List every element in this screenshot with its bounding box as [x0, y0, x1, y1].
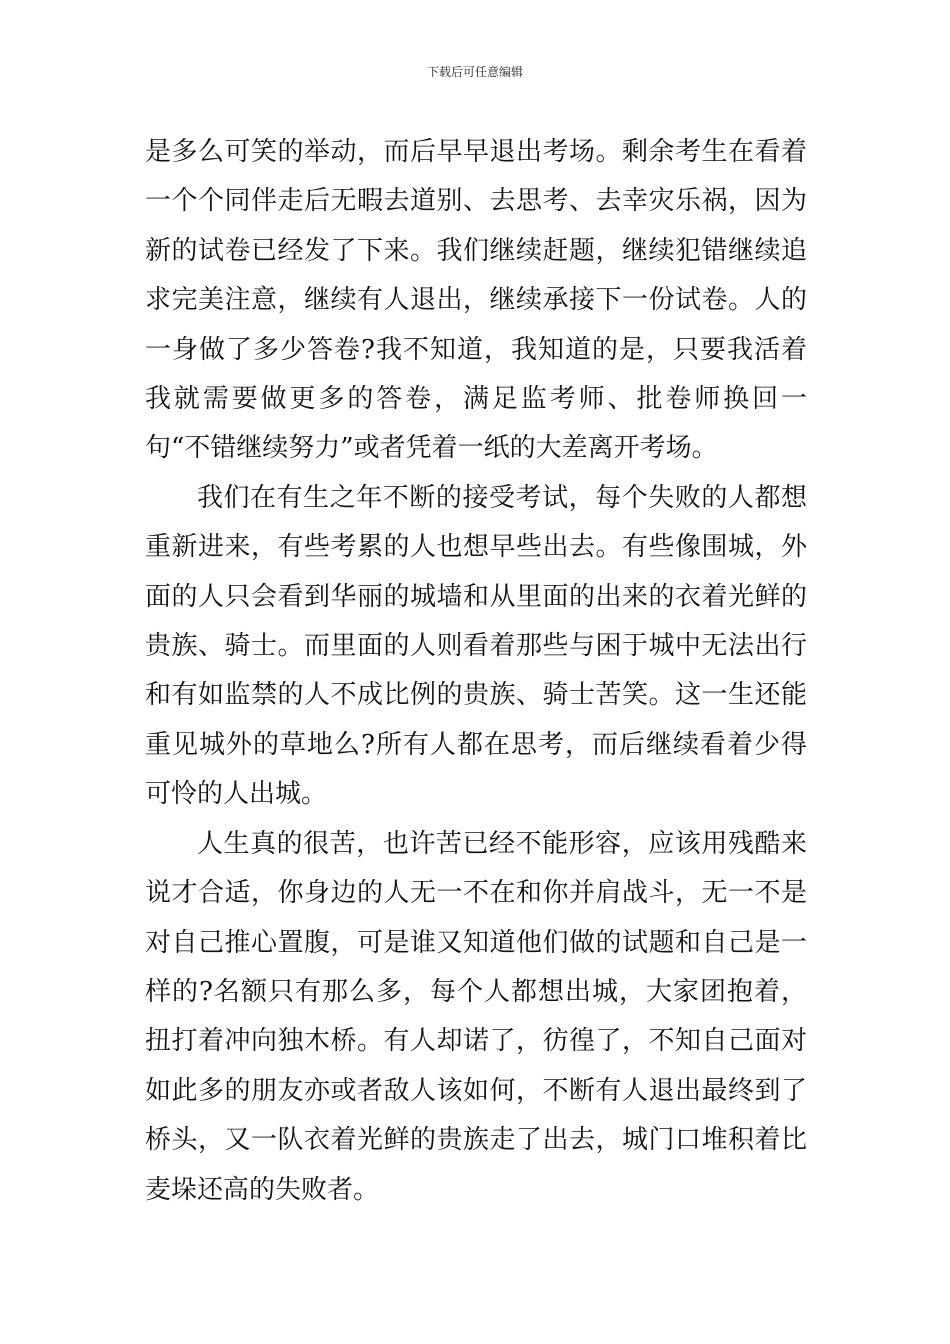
document-body [145, 128, 807, 1215]
paragraph-exam-siege: 我们在有生之年不断的接受考试，每个失败的人都想重新进来，有些考累的人也想早些出去。有些像围城，外面的人只会看到华丽的城墙和从里面的出来的衣着光鲜的贵族、骑士。而里面的人则看着那些与困于城中无法出行和有如监禁的人不成比例的贵族、骑士苦笑。这一生还能重见城外的草地么?所有人都在思考，而后继续看着少得可怜的人出城。 [145, 482, 807, 810]
paragraph-continued: 是多么可笑的举动，而后早早退出考场。剩余考生在看着一个个同伴走后无暇去道别、去思考、去幸灾乐祸，因为新的试卷已经发了下来。我们继续赶题，继续犯错继续追求完美注意，继续有人退出，继续承接下一份试卷。人的一身做了多少答卷?我不知道，我知道的是，只要我活着我就需要做更多的答卷，满足监考师、批卷师换回一句“不错继续努力”或者凭着一纸的大差离开考场。 [145, 137, 807, 464]
paragraph-life-hardship: 人生真的很苦，也许苦已经不能形容，应该用残酷来说才合适，你身边的人无一不在和你并肩战斗，无一不是对自己推心置腹，可是谁又知道他们做的试题和自己是一样的?名额只有那么多，每个人都想出城，大家团抱着，扭打着冲向独木桥。有人却诺了，彷徨了，不知自己面对如此多的朋友亦或者敌人该如何，不断有人退出最终到了桥头，又一队衣着光鲜的贵族走了出去，城门口堆积着比麦垛还高的失败者。 [145, 828, 807, 1205]
header-note: 下载后可任意编辑 [426, 65, 523, 79]
